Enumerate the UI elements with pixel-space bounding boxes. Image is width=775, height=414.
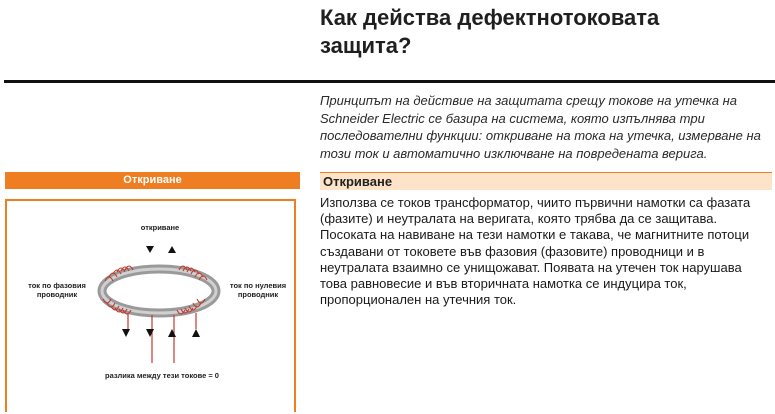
title-line-2: защита?	[320, 33, 412, 58]
intro-line: Schneider Electric се базира на система, която изпълнява три	[320, 110, 705, 126]
heading-divider	[4, 80, 775, 83]
body-line: създавани от токовете във фазовия (фазовите) проводници и в	[320, 243, 705, 259]
arrow-up-icon	[192, 329, 200, 337]
label-phase-line2: проводник	[36, 290, 78, 299]
label-neutral-line1: ток по нулевия	[229, 281, 287, 290]
body-line: Използва се токов трансформатор, чиито първични намотки са фазата	[320, 195, 751, 210]
intro-line: последователни функции: откриване на тока на утечка, измерване на	[320, 128, 761, 143]
intro-line: Принципът на действие на защитата срещу токове на утечка на	[320, 93, 738, 108]
conductors	[128, 313, 196, 363]
figure-header: Откриване	[5, 172, 300, 189]
arrow-down-icon	[122, 329, 130, 337]
label-phase-line1: ток по фазовия	[28, 281, 86, 290]
label-phase-current	[17, 281, 97, 299]
arrow-up-icon	[168, 329, 176, 337]
label-detection: откриване	[140, 223, 180, 232]
transformer-diagram	[7, 201, 298, 414]
figure-panel	[5, 199, 296, 412]
label-neutral-line2: проводник	[237, 290, 279, 299]
body-line: неутралата взаимно се унищожават. Появата на утечен ток нарушава	[320, 259, 742, 275]
intro-line: този ток и автоматично изключване на повредената верига.	[320, 145, 708, 161]
arrow-up-icon	[168, 246, 176, 253]
intro-paragraph	[320, 92, 770, 162]
page-title	[320, 4, 760, 60]
body-line: пропорционален на утечния ток.	[320, 292, 517, 308]
section-body	[320, 195, 775, 308]
label-neutral-current	[219, 281, 297, 299]
title-line-1: Как действа дефектнотоковата	[320, 5, 660, 30]
label-difference: разлика между тези токове = 0	[105, 371, 219, 380]
body-line: това равновесие и във вторичната намотка се индуцира ток,	[320, 276, 687, 292]
section-header: Откриване	[320, 172, 772, 190]
arrow-down-icon	[146, 329, 154, 337]
body-line: (фазите) и неутралата на веригата, която трябва да се защитава.	[320, 211, 718, 227]
body-line: Посоката на навиване на тези намотки е такава, че магнитните потоци	[320, 227, 750, 243]
arrow-down-icon	[146, 246, 154, 253]
